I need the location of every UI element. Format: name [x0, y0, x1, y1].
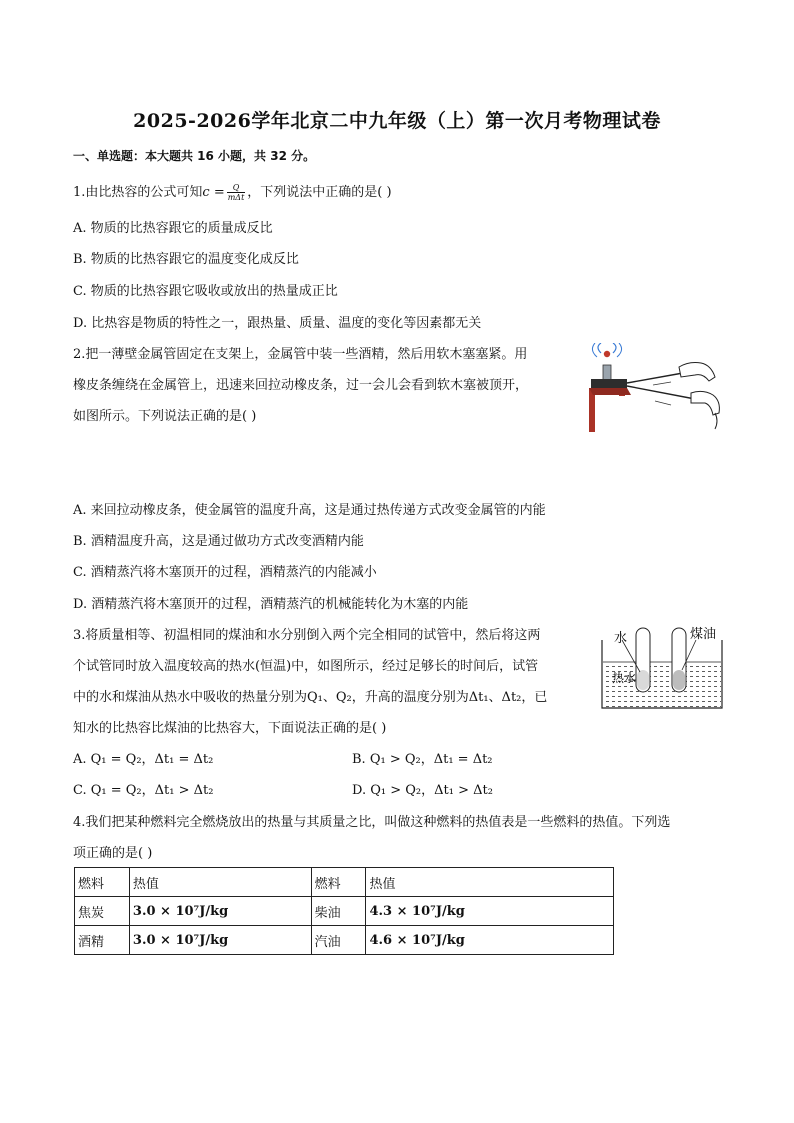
- q3-option-b: B. Q₁ > Q₂，Δt₁ = Δt₂: [352, 752, 493, 767]
- table-cell: 4.3 × 10⁷J/kg: [366, 897, 614, 926]
- water-label: 水: [614, 631, 628, 646]
- q2-figure-cork-tube: [583, 343, 723, 433]
- page-title: 2025-2026学年北京二中九年级（上）第一次月考物理试卷: [133, 110, 661, 132]
- hot-water-label: 热水: [612, 671, 637, 685]
- q2-stem-line-2: 橡皮条缠绕在金属管上，迅速来回拉动橡皮条，过一会儿会看到软木塞被顶开，: [73, 378, 529, 393]
- q1-option-b: B. 物质的比热容跟它的温度变化成反比: [73, 252, 299, 267]
- formula-c: c =: [202, 185, 225, 200]
- table-row: [75, 897, 614, 926]
- q1-option-c: C. 物质的比热容跟它吸收或放出的热量成正比: [73, 284, 338, 299]
- q2-option-b: B. 酒精温度升高，这是通过做功方式改变酒精内能: [73, 534, 364, 549]
- q3-option-d: D. Q₁ > Q₂，Δt₁ > Δt₂: [352, 783, 493, 798]
- q3-figure-test-tubes: [600, 624, 725, 710]
- table-cell: 3.0 × 10⁷J/kg: [129, 926, 311, 955]
- q3-stem-line-4: 知水的比热容比煤油的比热容大，下面说法正确的是( ): [73, 721, 387, 736]
- table-cell: 柴油: [311, 897, 366, 926]
- formula-fraction: [227, 183, 246, 202]
- table-cell: 焦炭: [75, 897, 130, 926]
- q3-stem-line-3: 中的水和煤油从热水中吸收的热量分别为Q₁、Q₂，升高的温度分别为Δt₁、Δt₂，已: [73, 690, 548, 705]
- table-header-cell: 热值: [366, 868, 614, 897]
- q2-option-d: D. 酒精蒸汽将木塞顶开的过程，酒精蒸汽的机械能转化为木塞的内能: [73, 597, 469, 612]
- section-heading: 一、单选题：本大题共 16 小题，共 32 分。: [73, 149, 316, 163]
- kerosene-label: 煤油: [690, 627, 717, 642]
- table-header-cell: 热值: [129, 868, 311, 897]
- formula-denominator: mΔt: [227, 193, 245, 202]
- q3-option-c: C. Q₁ = Q₂，Δt₁ > Δt₂: [73, 783, 214, 798]
- table-cell: 4.6 × 10⁷J/kg: [366, 926, 614, 955]
- q2-stem-line-3: 如图所示。下列说法正确的是( ): [73, 409, 257, 424]
- formula-numerator: Q: [227, 183, 246, 193]
- q2-option-c: C. 酒精蒸汽将木塞顶开的过程，酒精蒸汽的内能减小: [73, 565, 377, 580]
- table-cell: 酒精: [75, 926, 130, 955]
- table-row: [75, 926, 614, 955]
- table-cell: 汽油: [311, 926, 366, 955]
- table-header-cell: 燃料: [311, 868, 366, 897]
- table-cell: 3.0 × 10⁷J/kg: [129, 897, 311, 926]
- table-header-row: [75, 868, 614, 897]
- q2-stem-line-1: 2.把一薄壁金属管固定在支架上，金属管中装一些酒精，然后用软木塞塞紧。用: [73, 347, 528, 362]
- table-header-cell: 燃料: [75, 868, 130, 897]
- q1-stem-a: 1.由比热容的公式可知: [73, 185, 203, 200]
- q4-stem-line-2: 项正确的是( ): [73, 846, 153, 861]
- q4-stem-line-1: 4.我们把某种燃料完全燃烧放出的热量与其质量之比，叫做这种燃料的热值表是一些燃料的热值。下列选: [73, 815, 671, 830]
- q1-stem: [73, 181, 392, 202]
- q1-option-a: A. 物质的比热容跟它的质量成反比: [73, 221, 273, 236]
- q3-option-a: A. Q₁ = Q₂，Δt₁ = Δt₂: [73, 752, 214, 767]
- q1-stem-b: ，下列说法中正确的是( ): [247, 185, 392, 200]
- fuel-heat-value-table: [74, 867, 614, 955]
- q1-option-d: D. 比热容是物质的特性之一，跟热量、质量、温度的变化等因素都无关: [73, 316, 482, 331]
- q3-stem-line-1: 3.将质量相等、初温相同的煤油和水分别倒入两个完全相同的试管中，然后将这两: [73, 628, 541, 643]
- q2-option-a: A. 来回拉动橡皮条，使金属管的温度升高，这是通过热传递方式改变金属管的内能: [73, 503, 546, 518]
- q3-stem-line-2: 个试管同时放入温度较高的热水(恒温)中，如图所示，经过足够长的时间后，试管: [73, 659, 539, 674]
